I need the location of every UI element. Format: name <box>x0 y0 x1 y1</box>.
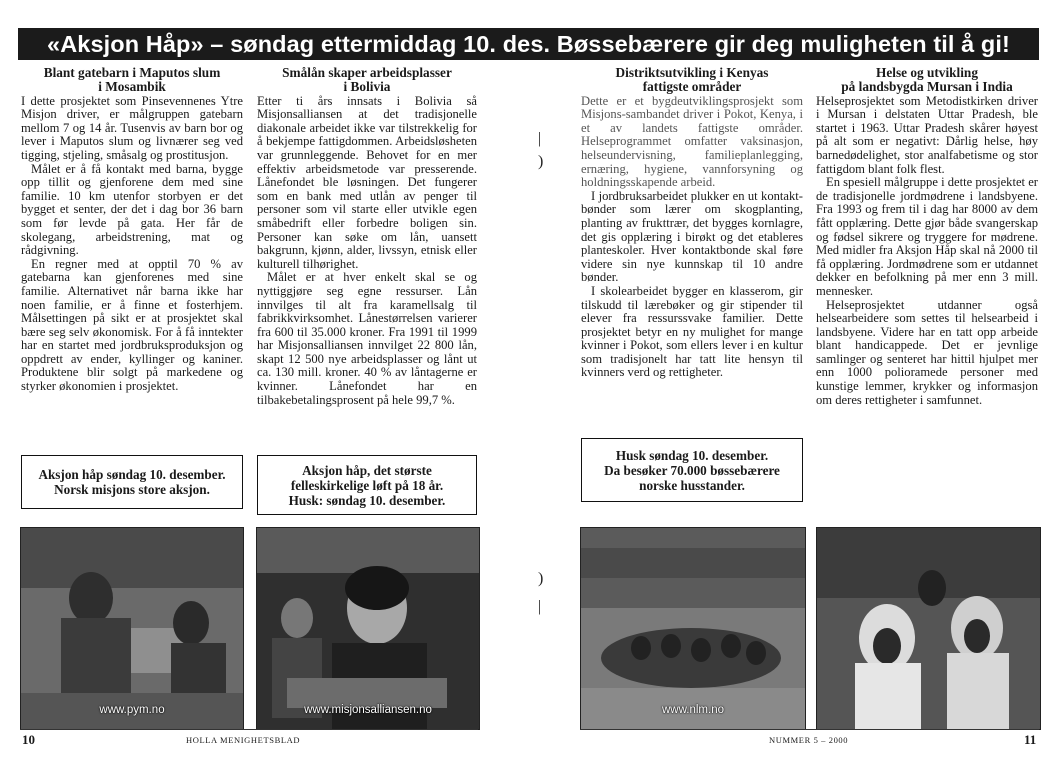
callout-line: Husk søndag 10. desember. <box>615 447 769 463</box>
photo-india <box>816 527 1041 730</box>
running-footer: HOLLA MENIGHETSBLAD <box>186 735 301 745</box>
paragraph: Helseprosjektet utdanner også helsearbeidere som settes til helsearbeid i landsbyene. Videre har en tatt opp arbeide blant handicappede. Det er jevnlige samlinger og senteret har hittil hjulpet mer enn 1000 polioramede personer med kunstige lemmer, krykker og informasjon om deres rettigheter i samfunnet. <box>816 297 1038 407</box>
title-line: i Bolivia <box>343 78 391 94</box>
callout-box <box>21 455 243 509</box>
paragraph: I skolearbeidet bygger en klasserom, gir tilskudd til lærebøker og gir stipender til elever fra ressurssvake familier. Dette prosjektet betyr en ny mulighet for mange kvinner i Pokot, som ellers lever i en kultur som tradisjonelt har tatt lite hensyn til kvinners verd og rettigheter. <box>581 283 803 380</box>
title-line: Distriktsutvikling i Kenyas <box>615 65 769 80</box>
photo-kenya <box>580 527 806 730</box>
gutter-mark: ) <box>538 153 544 170</box>
callout-line: norske husstander. <box>639 477 745 493</box>
title-line: fattigste områder <box>642 78 742 94</box>
article-title <box>257 66 477 94</box>
footer-rule <box>580 729 1039 730</box>
paragraph: Dette er et bygdeutviklingsprosjekt som Misjons-sambandet driver i Pokot, Kenya, i et av landets fattigste områder. Helseprogrammet omfatter vaksinasjon, helseundervisning, familieplanlegging, ernæring, hygiene, vannforsyning og holdningsskapende arbeid. <box>581 93 803 190</box>
footer-rule <box>20 729 478 730</box>
title-line: i Mosambik <box>98 78 166 94</box>
article-title <box>816 66 1038 94</box>
photo-street-children <box>20 527 244 730</box>
article-kenya <box>581 66 803 380</box>
paragraph: En regner med at opptil 70 % av gatebarna kan gjenforenes med sine familie. Alternativet når barna ikke har noen familie, er å finne et fosterhjem. Målsettingen på sikt er at prosjektet skal bære seg selv økonomisk. For å få inntekter har en startet med jordbruksproduksjon og oppdrett av ender, kyllinger og kaniner. Produktene blir solgt på markedene og styrker økonomien i prosjektet. <box>21 256 243 394</box>
article-title <box>581 66 803 94</box>
paragraph: I dette prosjektet som Pinsevennenes Ytre Misjon driver, er målgruppen gatebarn mellom 7 og 14 år. Tusenvis av barn bor og lever i Maputos slum og livnærer seg ved tigging, stjeling, småsalg og prostitusjon. <box>21 93 243 162</box>
title-line: på landsbygda Mursan i India <box>841 78 1013 94</box>
callout-line: Aksjon håp, det største <box>302 462 432 478</box>
paragraph: En spesiell målgruppe i dette prosjektet er de tradisjonelle jordmødrene i landsbyene. Fra 1993 og frem til i dag har 8000 av dem fått opplæring. Dette gjør både svangerskap og fødsel sikrere og tryggere for mødrene. Med midler fra Aksjon Håp skal nå 2000 til få opplæring. Jordmødrene som er utdannet dekker en befolkning på mer enn 3 mill. mennesker. <box>816 175 1038 298</box>
photo-credit-url: www.misjonsalliansen.no <box>304 704 432 716</box>
gutter-mark: ) <box>538 570 544 587</box>
page-number: 10 <box>22 732 35 747</box>
photo-bolivia <box>256 527 480 730</box>
article-title <box>21 66 243 94</box>
callout-line: Norsk misjons store aksjon. <box>54 482 210 497</box>
paragraph: Målet er at hver enkelt skal se og nyttiggjøre seg egne ressurser. Lån innvilges til alt fra karamellsalg til fabrikkvirksomhet. Lånestørrelsen varierer fra 600 til 35.000 kroner. Fra 1991 til 1999 har Misjonsalliansen innvilget 22 800 lån, skapt 12 500 nye arbeidsplasser og lånt ut ca. 130 mill. kroner. 40 % av låntagerne er kvinner. Lånefondet har en tilbakebetalingsprosent på hele 99,7 %. <box>257 270 477 407</box>
paragraph: Målet er å få kontakt med barna, bygge opp tillit og gjenforene dem med sine familie. 10 km utenfor storbyen er det bygget et senter, der det i dag bor 36 barn som før levde på gata. Her får de skolegang, arbeidstrening, mat og rådgivning. <box>21 161 243 258</box>
page-number: 11 <box>1024 732 1037 747</box>
gutter-mark: | <box>538 130 542 147</box>
gutter-mark: | <box>538 598 542 615</box>
running-footer: NUMMER 5 – 2000 <box>769 735 849 745</box>
title-line: Blant gatebarn i Maputos slum <box>43 65 221 80</box>
callout-line: felleskirkelige løft på 18 år. <box>290 477 444 493</box>
photo-credit-url: www.nlm.no <box>662 704 724 716</box>
article-maputo <box>21 66 243 394</box>
article-bolivia <box>257 66 477 407</box>
article-india <box>816 66 1038 407</box>
banner-headline: «Aksjon Håp» – søndag ettermiddag 10. des. Bøssebærere gir deg muligheten til å gi! <box>18 28 1039 60</box>
callout-box <box>257 455 477 515</box>
callout-box <box>581 438 803 502</box>
callout-line: Aksjon håp søndag 10. desember. <box>38 467 226 482</box>
title-line: Smålån skaper arbeidsplasser <box>282 65 452 80</box>
callout-line: Da besøker 70.000 bøssebærere <box>604 462 780 478</box>
paragraph: Etter ti års innsats i Bolivia så Misjonsalliansen at det tradisjonelle diakonale arbeidet ikke var tilstrekkelig for å bekjempe fattigdommen. Arbeidsløsheten var grunnleggende. Behovet for en mer effektiv arbeidsmetode var presserende. Lånefondet ble løsningen. Det fungerer som en bank med utlån av penger til personer som vil starte eller utvikle egen småbedrift eller forbedre boligen sin. Personer kan søke om lån, uansett bakgrunn, kjønn, alder, livssyn, etnisk eller kulturell tilhørighet. <box>257 93 477 271</box>
paragraph: Helseprosjektet som Metodistkirken driver i Mursan i delstaten Uttar Pradesh, ble startet i 1963. Uttar Pradesh skårer høyest på alt som er negativt: Dårlig helse, høy barnedødelighet, stor analfabetisme og stor fattigdom blant folk flest. <box>816 93 1038 176</box>
photo-credit-url: www.pym.no <box>99 704 165 716</box>
title-line: Helse og utvikling <box>876 65 978 80</box>
callout-line: Husk: søndag 10. desember. <box>288 492 446 508</box>
paragraph: I jordbruksarbeidet plukker en ut kontakt-bønder som lærer om skogplanting, planting av frukttrær, det bygges kornlagre, det gis opplæring i birøkt og det etableres planteskoler. Hver kontaktbonde skal føre videre sin nye kunnskap til 10 andre bønder. <box>581 188 803 285</box>
